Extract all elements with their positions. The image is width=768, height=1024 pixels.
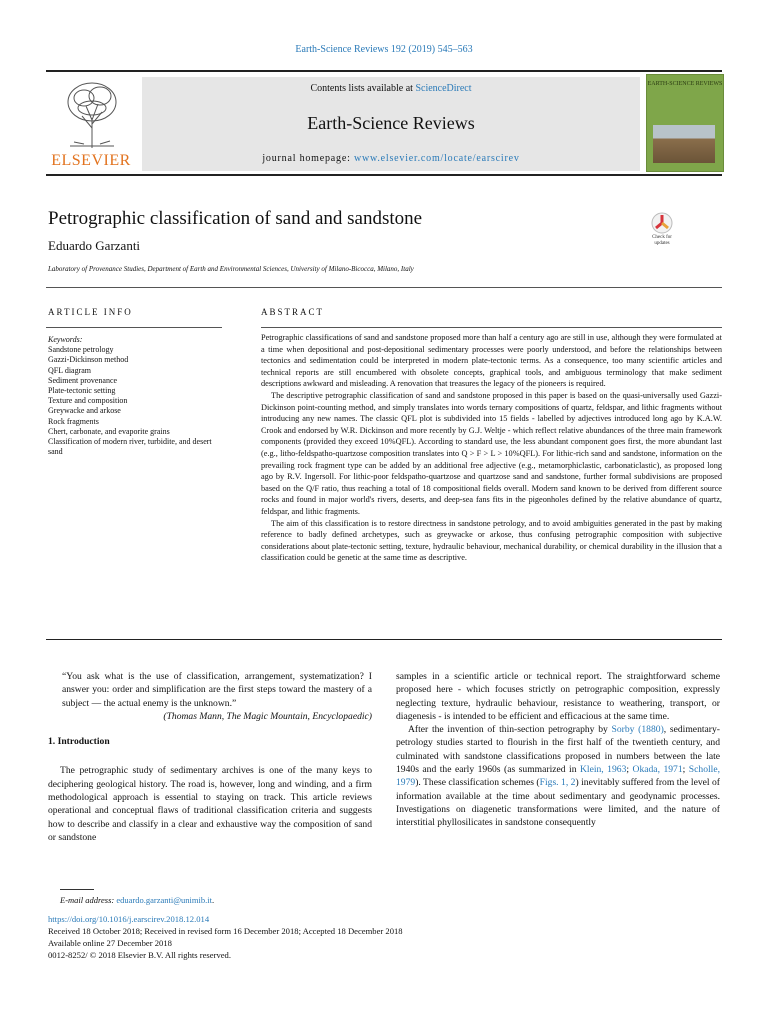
copyright-notice: 0012-8252/ © 2018 Elsevier B.V. All rights reserved. [48,950,231,960]
abstract-heading: ABSTRACT [261,307,325,317]
crossmark-icon [646,212,678,234]
paragraph-text: After the invention of thin-section petrography by [408,724,612,736]
crossmark-badge[interactable] [646,212,678,252]
affiliation-divider [46,287,722,288]
cover-title: EARTH-SCIENCE REVIEWS [647,81,723,87]
publication-details [48,913,403,961]
corresponding-email [60,895,214,905]
email-link[interactable]: eduardo.garzanti@unimib.it [116,895,212,905]
keyword: Gazzi-Dickinson method [48,355,129,365]
journal-name: Earth-Science Reviews [307,113,475,133]
keyword: Chert, carbonate, and evaporite grains [48,426,170,436]
abstract-divider [261,327,722,328]
author-name: Eduardo Garzanti [48,238,141,253]
article-info-divider [46,327,222,328]
keywords-list [48,345,224,457]
body-paragraph: The petrographic study of sedimentary archives is one of the many keys to deciphering geological history. The road is, however, long and winding, and a firm methodological approach is essential to staying on track. This article reviews operational and conceptual flaws of traditional classification criteria and suggests how to describe and classify in a clear and exhaustive way the composition of sand or sandstone [48,765,372,843]
contents-prefix: Contents lists available at [310,83,416,94]
keyword: QFL diagram [48,365,92,375]
journal-masthead [46,70,722,172]
journal-homepage [142,153,640,164]
contents-availability [142,83,640,94]
figure-link[interactable]: Figs. 1, 2 [539,777,576,789]
reference-link-sorby[interactable]: Sorby (1880) [611,724,664,736]
abstract-end-divider [46,639,722,640]
elsevier-tree-icon [64,80,120,150]
epigraph-source: (Thomas Mann, The Magic Mountain, Encyclopaedic) [163,710,372,722]
keyword: Plate-tectonic setting [48,386,116,396]
footnote-divider [60,889,94,890]
doi-link[interactable]: https://doi.org/10.1016/j.earscirev.2018.12.014 [48,914,210,924]
journal-banner [142,77,640,171]
journal-citation[interactable]: Earth-Science Reviews 192 (2019) 545–563 [295,44,473,55]
reference-link-okada[interactable]: Okada, 1971 [632,764,683,776]
masthead-divider [46,174,722,176]
keyword: Texture and composition [48,396,128,406]
reference-separator: ; [626,764,633,776]
body-paragraph: samples in a scientific article or technical report. The straightforward scheme proposed here - which focuses strictly on petrographic composition, expressly neglecting texture, hydraulic behaviour, resistance to weathering, transport, or diagenesis - is intended to be efficient and efficacious at the same time. [396,671,720,722]
keyword: Rock fragments [48,416,99,426]
elsevier-logo[interactable] [46,80,136,168]
body-column-left [48,670,372,844]
cover-photo [653,125,715,163]
keywords-block [48,335,224,457]
paragraph-text: , sedimentary-petrology studies started to flourish in the first half of the twentieth century, and culminated with sandstone classifications proposed in numbers between the late 1940s and the early 1960s (as summarized in [396,724,720,776]
reference-link-scholle[interactable]: Scholle, 1979 [396,764,720,789]
body-column-right [396,670,720,830]
received-dates: Received 18 October 2018; Received in revised form 16 December 2018; Accepted 18 December 2018 [48,926,403,936]
crossmark-label: Check for updates [652,235,672,246]
keyword: Sediment provenance [48,375,118,385]
abstract-paragraph: The descriptive petrographic classification of sand and sandstone proposed in this paper is based on the quasi-universally used Gazzi-Dickinson point-counting method, and simply translates into words ternary compositions of quartz, feldspar, and lithic fragments without introducing any new names. The classic QFL plot is subdivided into 15 fields - labelled by adjectives introduced long ago by K.A.W. Crook and endorsed by W.R. Dickinson and more recently by G.J. Weltje - which reflect relative abundances of the three main framework components (provided they exceed 10%QFL). According to standard use, the less abundant component goes first, the more abundant last (e.g., litho-feldspatho-quartzose composition translates into Q > F > L > 10%QFL). For lithic-rich sand and sandstone, information on the prevailing rock fragment type can be added by an additional free adjective (e.g., metamorphiclastic, carbonaticlastic), as proposed long ago by R.V. Ingersoll. For lithic-poor feldspatho-quartzose and quartzose sand and sandstone, further formal subdivisions are proposed based on the Q/F ratio, thus reaching a total of 18 compositional fields overall. Modern sand known to be derived from different source rocks and found in major world's rivers, deserts, and deep-sea fans fits in the pigeonholes defined by the relative abundance of quartz, feldspar, and lithic fragments. [261,390,722,516]
publisher-wordmark: ELSEVIER [51,152,131,169]
abstract-paragraph: Petrographic classifications of sand and sandstone proposed more than half a century ago are still in use, although they were formulated at a time when depositional and post-depositional sedimentary processes were poorly understood, and before the relationships between tectonics and sedimentation could be interpreted in modern plate-tectonic terms. As a consequence, too many scientific articles and technical reports are still encumbered with obsolete concepts, graphical tools, and ambiguous terminology that make sediment descriptions awkward and misleading. A renovation that treasures the legacy of the pioneers is required. [261,333,722,389]
sciencedirect-link[interactable]: ScienceDirect [415,83,472,94]
email-label: E-mail address: [60,895,117,905]
keyword: Sandstone petrology [48,345,114,355]
author-affiliation: Laboratory of Provenance Studies, Department of Earth and Environmental Sciences, University of Milano-Bicocca, Milano, Italy [48,265,414,273]
reference-link-klein[interactable]: Klein, 1963 [579,764,627,776]
paragraph-text: ) inevitably suffered from the level of information available at the time about sedimentary and geodynamic processes. Investigations on diagenetic transformations were limited, and the nature of interstitial phyllosilicates in sandstone consequently [396,777,720,829]
homepage-link[interactable]: www.elsevier.com/locate/earscirev [353,153,520,164]
journal-cover-thumbnail[interactable] [646,74,724,172]
keyword: Greywacke and arkose [48,406,121,416]
article-info-heading: ARTICLE INFO [48,307,133,317]
online-date: Available online 27 December 2018 [48,938,172,948]
epigraph-quote: “You ask what is the use of classification, arrangement, systematization? I answer you: order and simplification are the first steps toward the mastery of a subject — the actual enemy is the unknown.” [62,671,372,709]
keyword: Classification of modern river, turbidite, and desert sand [48,437,212,457]
section-heading-introduction: 1. Introduction [48,736,110,748]
body-paragraph [396,723,720,829]
abstract-paragraph: The aim of this classification is to restore directness in sandstone petrology, and to avoid ambiguities generated in the past by making reference to badly defined archetypes, such as greywacke or arkose, thus confusing petrographic composition with subjective considerations about plate-tectonic setting, texture, hydraulic behaviour, mechanical durability, or chemical durability in the illusion that a classification could be genetic at the same time as descriptive. [261,518,722,563]
abstract-text [261,332,722,564]
reference-separator: ; [682,764,689,776]
homepage-prefix: journal homepage: [262,153,354,164]
article-title: Petrographic classification of sand and sandstone [48,208,423,229]
paragraph-text: ). These classification schemes ( [415,777,540,789]
email-end: . [212,895,215,905]
keywords-label: Keywords: [48,335,83,344]
